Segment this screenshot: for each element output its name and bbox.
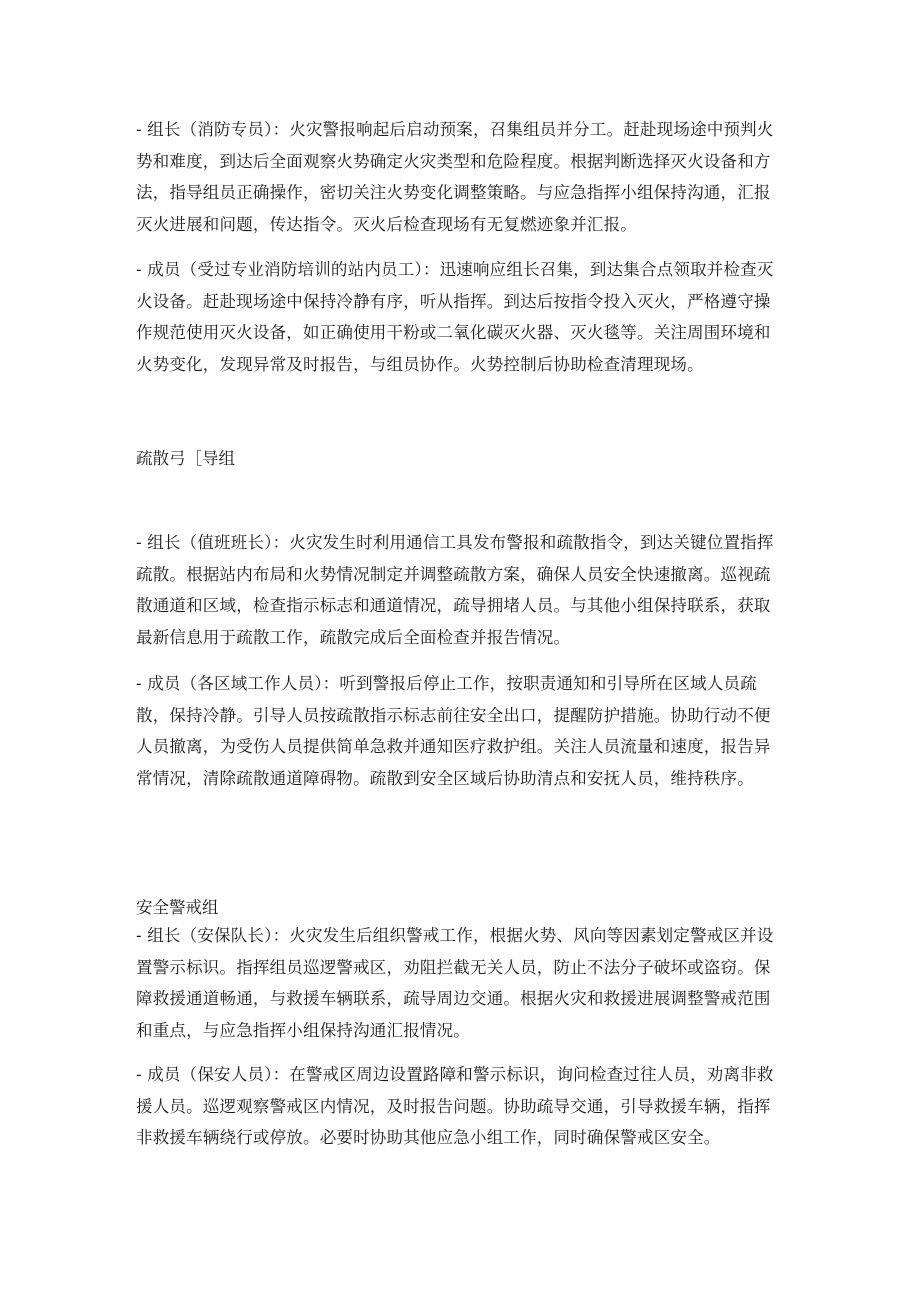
evacuation-heading: 疏散弓［导组 [136, 449, 235, 468]
security-member-paragraph: - 成员（保安人员）：在警戒区周边设置路障和警示标识，询问检查过往人员，劝离非救援人员。巡逻观察警戒区内情况，及时报告问题。协助疏导交通，引导救援车辆，指挥非救援车辆绕行或停放。必要时协助其他应急小组工作，同时确保警戒区安全。 [136, 1065, 774, 1148]
evacuation-leader-paragraph: - 组长（值班班长）：火灾发生时利用通信工具发布警报和疏散指令，到达关键位置指挥疏散。根据站内布局和火势情况制定并调整疏散方案，确保人员安全快速撤离。巡视疏散通道和区域，检查指示标志和通道情况，疏导拥堵人员。与其他小组保持联系，获取最新信息用于疏散工作，疏散完成后全面检查并报告情况。 [136, 533, 774, 647]
fire-leader-paragraph: - 组长（消防专员）：火灾警报响起后启动预案，召集组员并分工。赶赴现场途中预判火势和难度，到达后全面观察火势确定火灾类型和危险程度。根据判断选择灭火设备和方法，指导组员正确操作，密切关注火势变化调整策略。与应急指挥小组保持沟通，汇报灭火进展和问题，传达指令。灭火后检查现场有无复燃迹象并汇报。 [136, 120, 774, 234]
security-leader-paragraph: - 组长（安保队长）：火灾发生后组织警戒工作，根据火势、风向等因素划定警戒区并设置警示标识。指挥组员巡逻警戒区，劝阻拦截无关人员，防止不法分子破坏或盗窃。保障救援通道畅通，与救援车辆联系，疏导周边交通。根据火灾和救援进展调整警戒范围和重点，与应急指挥小组保持沟通汇报情况。 [136, 926, 774, 1040]
fire-member-paragraph: - 成员（受过专业消防培训的站内员工）：迅速响应组长召集，到达集合点领取并检查灭火设备。赶赴现场途中保持冷静有序，听从指挥。到达后按指令投入灭火，严格遵守操作规范使用灭火设备，如正确使用干粉或二氧化碳灭火器、灭火毯等。关注周围环境和火势变化，发现异常及时报告，与组员协作。火势控制后协助检查清理现场。 [136, 260, 774, 374]
evacuation-member-paragraph: - 成员（各区域工作人员）：听到警报后停止工作，按职责通知和引导所在区域人员疏散，保持冷静。引导人员按疏散指示标志前往安全出口，提醒防护措施。协助行动不便人员撤离，为受伤人员提供简单急救并通知医疗救护组。关注人员流量和速度，报告异常情况，清除疏散通道障碍物。疏散到安全区域后协助清点和安抚人员，维持秩序。 [136, 674, 771, 788]
security-heading: 安全警戒组 [136, 898, 219, 917]
